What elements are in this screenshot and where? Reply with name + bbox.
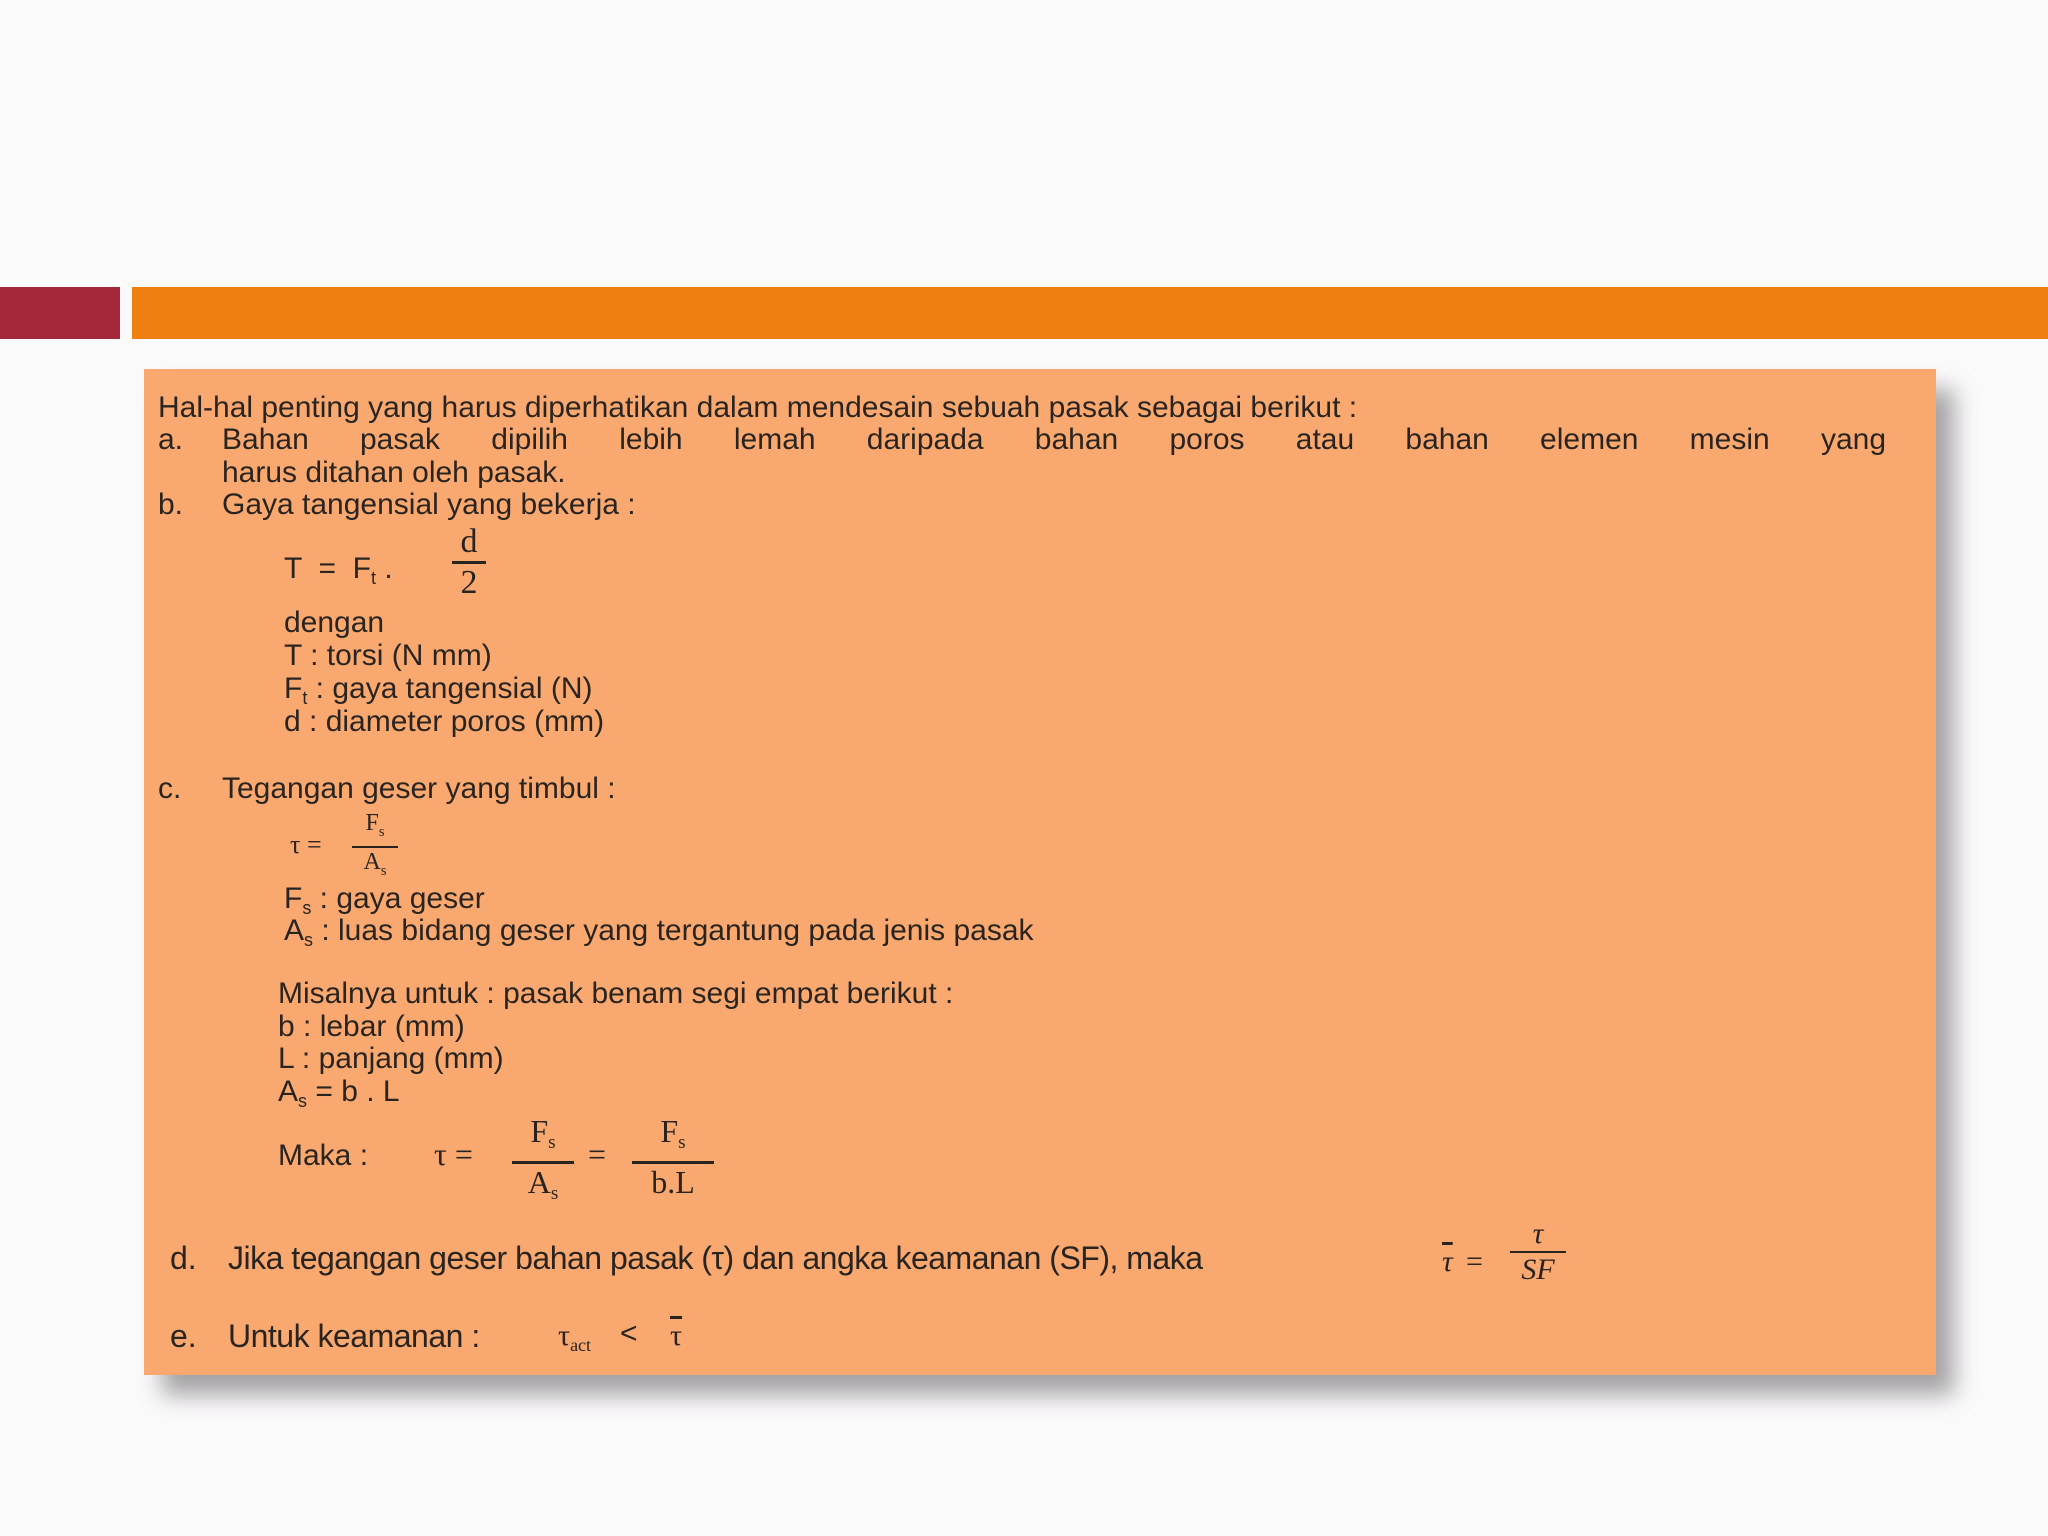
item-d-tau-bar: $\overline{\tau}$	[1442, 1245, 1453, 1278]
maka-f2-num-sym: F	[660, 1113, 679, 1149]
def-fs-text: : gaya geser	[311, 882, 485, 915]
def-force-sub: t	[302, 688, 308, 708]
maka-f1-num-sym: F	[530, 1113, 549, 1149]
dengan-label: dengan	[284, 606, 385, 639]
intro-text: Hal-hal penting yang harus diperhatikan dalam mendesain sebuah pasak sebagai berikut :	[158, 391, 1358, 424]
item-b-marker: b.	[158, 488, 184, 521]
formula-torque-eq: =	[318, 552, 336, 585]
area-sub: s	[298, 1091, 308, 1111]
def-as-sym: A	[284, 914, 305, 947]
maka-f1-den-sym: A	[527, 1164, 551, 1200]
shear-fraction-den	[352, 848, 398, 885]
shear-fraction-num	[352, 809, 398, 846]
item-d-text: Jika tegangan geser bahan pasak (τ) dan angka keamanan (SF), maka	[228, 1240, 1203, 1276]
maka-f2-num	[632, 1113, 714, 1161]
formula-torque-dot: .	[384, 552, 393, 585]
item-c-text: Tegangan geser yang timbul :	[222, 772, 616, 805]
def-as-text: : luas bidang geser yang tergantung pada jenis pasak	[313, 914, 1034, 947]
def-width: b : lebar (mm)	[278, 1010, 465, 1043]
item-a-line1: Bahan pasak dipilih lebih lemah daripada bahan poros atau bahan elemen mesin yang	[222, 423, 1886, 456]
area-sym: A	[278, 1075, 299, 1108]
item-e-lt: <	[620, 1317, 638, 1350]
maka-f1-num-sub: s	[548, 1132, 556, 1153]
item-e-marker: e.	[170, 1318, 197, 1354]
accent-bar-right	[132, 287, 2048, 339]
def-shear-area	[284, 914, 1034, 957]
content-panel	[144, 369, 1936, 1375]
shear-tau-lhs: τ =	[290, 830, 322, 859]
area-rest: = b . L	[307, 1075, 400, 1108]
def-fs-sub: s	[302, 898, 312, 918]
shear-num-sym: F	[365, 810, 379, 836]
item-e-tau-act	[558, 1319, 591, 1362]
formula-torque-lhs: T	[284, 552, 302, 585]
maka-fraction-1	[512, 1113, 574, 1212]
maka-f1-den	[512, 1164, 574, 1212]
misal-text: Misalnya untuk : pasak benam segi empat berikut :	[278, 977, 954, 1010]
maka-tau: τ =	[434, 1136, 473, 1172]
item-d-fraction-den: SF	[1521, 1253, 1555, 1286]
def-torque: T : torsi (N mm)	[284, 639, 492, 672]
item-a-line2: harus ditahan oleh pasak.	[222, 456, 566, 489]
item-c-marker: c.	[158, 772, 182, 805]
def-diameter: d : diameter poros (mm)	[284, 705, 605, 738]
def-fs-sym: F	[284, 882, 303, 915]
def-force-text: : gaya tangensial (N)	[307, 672, 593, 705]
def-length: L : panjang (mm)	[278, 1042, 504, 1075]
def-force-sym: F	[284, 672, 303, 705]
fraction-num: d	[460, 523, 478, 560]
fraction-d-over-2	[452, 523, 486, 602]
item-d-marker: d.	[170, 1240, 197, 1276]
item-a-marker: a.	[158, 423, 184, 456]
maka-f2-den: b.L	[651, 1164, 695, 1200]
item-e-tau: τ	[558, 1319, 571, 1352]
maka-f1-den-sub: s	[550, 1183, 559, 1204]
def-as-sub: s	[304, 930, 314, 950]
item-d-fraction	[1510, 1217, 1566, 1287]
item-d-eq: =	[1466, 1245, 1483, 1278]
maka-f1-num	[512, 1113, 574, 1161]
maka-f2-num-sub: s	[678, 1132, 686, 1153]
accent-bar-left	[0, 287, 120, 339]
fraction-den: 2	[460, 564, 478, 601]
formula-torque	[284, 552, 393, 595]
shear-fraction	[352, 809, 398, 885]
shear-den-sym: A	[363, 849, 381, 875]
item-e-tau-sub: act	[570, 1335, 592, 1355]
item-e-text: Untuk keamanan :	[228, 1318, 480, 1354]
formula-torque-f: F	[352, 552, 371, 585]
maka-eq: =	[588, 1136, 607, 1172]
formula-torque-f-sub: t	[371, 568, 377, 588]
shear-den-sub: s	[380, 863, 387, 879]
shear-num-sub: s	[378, 824, 385, 840]
area-formula	[278, 1075, 400, 1118]
item-d-fraction-num: τ	[1532, 1217, 1544, 1250]
maka-fraction-2	[632, 1113, 714, 1200]
item-e-tau-bar: $\overline{\tau}$	[670, 1319, 683, 1352]
maka-label: Maka :	[278, 1139, 369, 1172]
item-b-text: Gaya tangensial yang bekerja :	[222, 488, 636, 521]
